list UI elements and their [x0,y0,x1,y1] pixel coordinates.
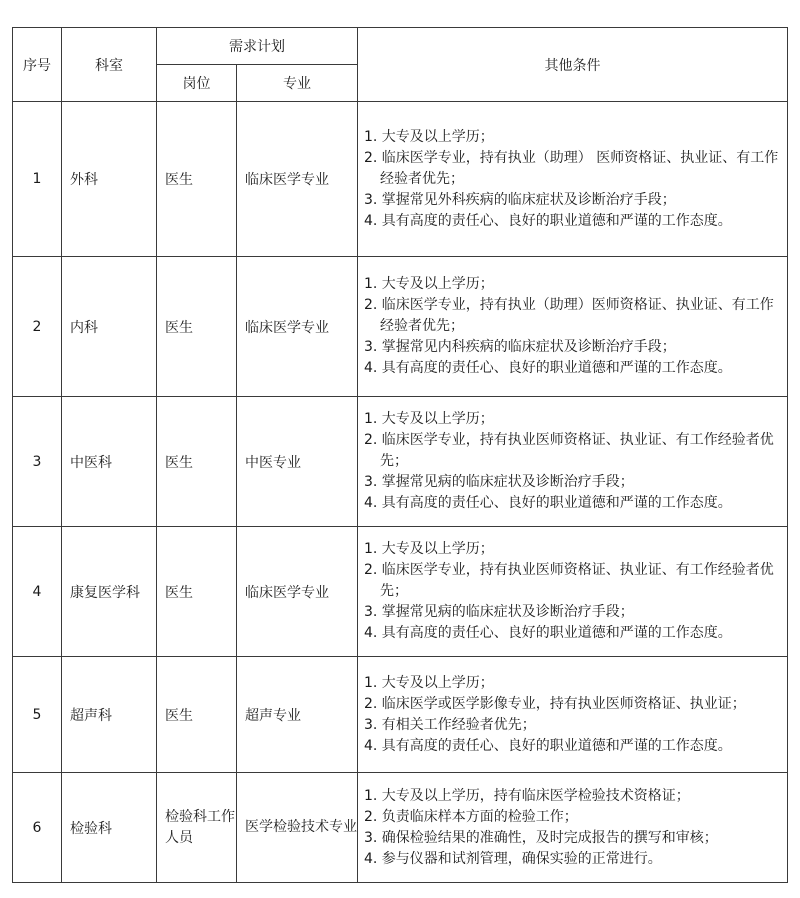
row-major: 超声专业 [237,657,358,773]
condition-item: 1. 大专及以上学历； [364,128,494,145]
table-row [13,397,788,527]
row-seq: 1 [13,102,62,257]
row-conditions [358,257,788,397]
row-dept: 检验科 [62,773,157,883]
row-conditions [358,102,788,257]
condition-item: 3. 掌握常见内科疾病的临床症状及诊断治疗手段； [364,339,676,355]
table-row [13,657,788,773]
condition-item: 2. 负责临床样本方面的检验工作； [364,808,578,825]
condition-item: 4. 参与仪器和试剂管理，确保实验的正常进行。 [364,850,662,867]
row-seq: 5 [13,657,62,773]
row-dept: 超声科 [62,657,157,773]
condition-item: 3. 有相关工作经验者优先； [364,716,536,733]
row-conditions [358,527,788,657]
condition-item: 3. 掌握常见病的临床症状及诊断治疗手段； [364,474,634,490]
condition-item: 3. 确保检验结果的准确性，及时完成报告的撰写和审核； [364,829,718,846]
condition-item: 2. 临床医学专业，持有执业医师资格证、执业证、有工作经验者优先； [364,562,774,599]
table-row [13,773,788,883]
row-dept: 中医科 [62,397,157,527]
row-dept: 内科 [62,257,157,397]
row-conditions [358,657,788,773]
row-seq: 3 [13,397,62,527]
row-major: 医学检验技术专业 [237,773,358,883]
row-post: 检验科工作人员 [157,773,237,883]
condition-item: 2. 临床医学或医学影像专业，持有执业医师资格证、执业证； [364,695,746,712]
recruitment-table [12,27,788,883]
row-post: 医生 [157,527,237,657]
table-row [13,257,788,397]
condition-item: 2. 临床医学专业，持有执业医师资格证、执业证、有工作经验者优先； [364,432,774,469]
row-major: 临床医学专业 [237,102,358,257]
row-post: 医生 [157,657,237,773]
condition-item: 2. 临床医学专业，持有执业（助理） 医师资格证、执业证、有工作经验者优先； [364,149,779,187]
row-post: 医生 [157,102,237,257]
row-seq: 2 [13,257,62,397]
row-dept: 外科 [62,102,157,257]
header-seq: 序号 [13,28,62,102]
condition-item: 1. 大专及以上学历； [364,276,494,292]
row-dept: 康复医学科 [62,527,157,657]
condition-item: 1. 大专及以上学历，持有临床医学检验技术资格证； [364,787,690,804]
header-dept: 科室 [62,28,157,102]
table-row [13,102,788,257]
table-row [13,527,788,657]
row-conditions [358,773,788,883]
condition-item: 2. 临床医学专业，持有执业（助理）医师资格证、执业证、有工作经验者优先； [364,297,774,334]
condition-item: 3. 掌握常见外科疾病的临床症状及诊断治疗手段； [364,191,676,208]
header-major: 专业 [237,65,358,102]
header-post: 岗位 [157,65,237,102]
condition-item: 1. 大专及以上学历； [364,674,494,691]
condition-item: 4. 具有高度的责任心、良好的职业道德和严谨的工作态度。 [364,495,732,511]
row-post: 医生 [157,257,237,397]
condition-item: 1. 大专及以上学历； [364,411,494,427]
header-plan: 需求计划 [157,28,358,65]
header-other: 其他条件 [358,28,788,102]
condition-item: 4. 具有高度的责任心、良好的职业道德和严谨的工作态度。 [364,212,732,229]
row-seq: 4 [13,527,62,657]
condition-item: 1. 大专及以上学历； [364,541,494,557]
condition-item: 4. 具有高度的责任心、良好的职业道德和严谨的工作态度。 [364,360,732,376]
condition-item: 4. 具有高度的责任心、良好的职业道德和严谨的工作态度。 [364,737,732,754]
row-major: 临床医学专业 [237,527,358,657]
row-post: 医生 [157,397,237,527]
condition-item: 3. 掌握常见病的临床症状及诊断治疗手段； [364,604,634,620]
row-seq: 6 [13,773,62,883]
row-major: 中医专业 [237,397,358,527]
row-major: 临床医学专业 [237,257,358,397]
row-conditions [358,397,788,527]
condition-item: 4. 具有高度的责任心、良好的职业道德和严谨的工作态度。 [364,625,732,641]
